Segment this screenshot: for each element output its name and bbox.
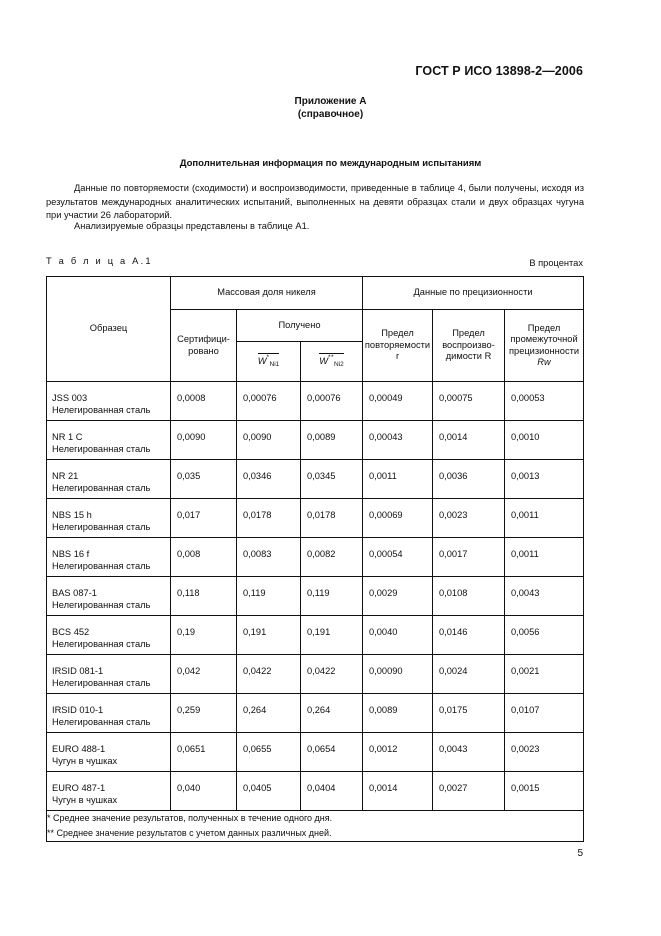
value-cell-r: 0,00043 — [363, 421, 433, 460]
value-cell-r: 0,0089 — [363, 694, 433, 733]
sample-cell — [47, 499, 171, 538]
value-cell-w1: 0,264 — [237, 694, 301, 733]
header-certified: Сертифици- ровано — [171, 310, 237, 382]
value-cell-w2: 0,191 — [301, 616, 363, 655]
value-cell-rw: 0,0010 — [505, 421, 584, 460]
value-cell-w1: 0,00076 — [237, 382, 301, 421]
value-cell-certified: 0,040 — [171, 772, 237, 811]
table-row — [47, 733, 584, 772]
value-cell-w2: 0,0089 — [301, 421, 363, 460]
value-cell-w2: 0,0654 — [301, 733, 363, 772]
value-cell-certified: 0,118 — [171, 577, 237, 616]
header-intermediate-precision: Предел промежуточной прецизионности Rw — [505, 310, 584, 382]
samples-table — [46, 276, 584, 842]
header-mass-fraction: Массовая доля никеля — [171, 277, 363, 310]
sample-code: EURO 487-1 — [52, 783, 106, 793]
value-cell-rw: 0,0011 — [505, 538, 584, 577]
value-cell-certified: 0,017 — [171, 499, 237, 538]
sample-cell — [47, 655, 171, 694]
appendix-subtitle: (справочное) — [297, 109, 364, 120]
value-cell-w1: 0,0422 — [237, 655, 301, 694]
value-cell-r: 0,0014 — [363, 772, 433, 811]
value-cell-r: 0,0146 — [433, 616, 505, 655]
sample-code: BAS 087-1 — [52, 588, 97, 598]
sample-type: Нелегированная сталь — [52, 483, 151, 493]
paragraph-samples: Анализируемые образцы представлены в таблице А1. — [74, 221, 310, 231]
value-cell-rw: 0,0015 — [505, 772, 584, 811]
value-cell-certified: 0,19 — [171, 616, 237, 655]
value-cell-w1: 0,0090 — [237, 421, 301, 460]
sample-type: Нелегированная сталь — [52, 561, 151, 571]
sample-cell — [47, 772, 171, 811]
sample-type: Чугун в чушках — [52, 756, 118, 766]
sample-type: Нелегированная сталь — [52, 522, 151, 532]
value-cell-w1: 0,0405 — [237, 772, 301, 811]
value-cell-r: 0,0027 — [433, 772, 505, 811]
value-cell-certified: 0,042 — [171, 655, 237, 694]
value-cell-w2: 0,0345 — [301, 460, 363, 499]
appendix-title: Приложение А — [294, 96, 367, 107]
value-cell-certified: 0,035 — [171, 460, 237, 499]
table-row — [47, 499, 584, 538]
sample-cell — [47, 694, 171, 733]
header-precision-data: Данные по прецизионности — [363, 277, 584, 310]
sample-code: NR 1 C — [52, 432, 83, 442]
page-number: 5 — [577, 848, 583, 859]
sample-type: Нелегированная сталь — [52, 639, 151, 649]
value-cell-r: 0,0040 — [363, 616, 433, 655]
value-cell-w2: 0,0082 — [301, 538, 363, 577]
value-cell-r: 0,0036 — [433, 460, 505, 499]
table-row — [47, 772, 584, 811]
sample-cell — [47, 421, 171, 460]
table-row — [47, 577, 584, 616]
value-cell-w2: 0,00076 — [301, 382, 363, 421]
table-row — [47, 460, 584, 499]
sample-cell — [47, 538, 171, 577]
value-cell-r: 0,0023 — [433, 499, 505, 538]
value-cell-r: 0,00049 — [363, 382, 433, 421]
table-row — [47, 655, 584, 694]
header-sample: Образец — [47, 277, 171, 382]
sample-type: Нелегированная сталь — [52, 717, 151, 727]
sample-type: Нелегированная сталь — [52, 678, 151, 688]
value-cell-r: 0,0024 — [433, 655, 505, 694]
document-code: ГОСТ Р ИСО 13898-2—2006 — [415, 64, 583, 78]
value-cell-w2: 0,0422 — [301, 655, 363, 694]
sample-type: Нелегированная сталь — [52, 444, 151, 454]
value-cell-rw: 0,0056 — [505, 616, 584, 655]
sample-code: NBS 15 h — [52, 510, 92, 520]
value-cell-r: 0,00054 — [363, 538, 433, 577]
value-cell-w1: 0,191 — [237, 616, 301, 655]
value-cell-w1: 0,0346 — [237, 460, 301, 499]
sample-cell — [47, 733, 171, 772]
header-repeatability: Предел повторяемости r — [363, 310, 433, 382]
value-cell-r: 0,0014 — [433, 421, 505, 460]
value-cell-r: 0,0108 — [433, 577, 505, 616]
value-cell-rw: 0,0021 — [505, 655, 584, 694]
sample-cell — [47, 382, 171, 421]
value-cell-rw: 0,0013 — [505, 460, 584, 499]
header-reproducibility: Предел воспроизво- димости R — [433, 310, 505, 382]
header-obtained: Получено — [237, 310, 363, 342]
note-single-day: * Среднее значение результатов, полученных в течение одного дня. — [47, 813, 333, 823]
value-cell-w2: 0,0404 — [301, 772, 363, 811]
value-cell-r: 0,0017 — [433, 538, 505, 577]
value-cell-r: 0,0029 — [363, 577, 433, 616]
value-cell-r: 0,0043 — [433, 733, 505, 772]
value-cell-r: 0,0175 — [433, 694, 505, 733]
value-cell-rw: 0,00053 — [505, 382, 584, 421]
table-notes — [47, 811, 584, 842]
value-cell-w1: 0,0655 — [237, 733, 301, 772]
value-cell-rw: 0,0023 — [505, 733, 584, 772]
sample-type: Чугун в чушках — [52, 795, 118, 805]
value-cell-rw: 0,0107 — [505, 694, 584, 733]
value-cell-certified: 0,259 — [171, 694, 237, 733]
section-title: Дополнительная информация по международным испытаниям — [179, 158, 482, 169]
table-body — [47, 382, 584, 811]
table-row — [47, 694, 584, 733]
sample-type: Нелегированная сталь — [52, 600, 151, 610]
table-row — [47, 616, 584, 655]
sample-cell — [47, 577, 171, 616]
sample-code: BCS 452 — [52, 627, 90, 637]
value-cell-w2: 0,119 — [301, 577, 363, 616]
value-cell-w1: 0,119 — [237, 577, 301, 616]
value-cell-w2: 0,0178 — [301, 499, 363, 538]
table-units: В процентах — [529, 258, 583, 268]
sample-code: NR 21 — [52, 471, 79, 481]
sample-cell — [47, 616, 171, 655]
value-cell-r: 0,00090 — [363, 655, 433, 694]
sample-type: Нелегированная сталь — [52, 405, 151, 415]
value-cell-w1: 0,0178 — [237, 499, 301, 538]
sample-code: IRSID 081-1 — [52, 666, 104, 676]
value-cell-rw: 0,0011 — [505, 499, 584, 538]
header-w-ni2: $W^{**}_{Ni2}$ — [301, 342, 363, 382]
sample-code: NBS 16 f — [52, 549, 90, 559]
note-different-days: ** Среднее значение результатов с учетом данных различных дней. — [47, 828, 332, 838]
value-cell-rw: 0,0043 — [505, 577, 584, 616]
value-cell-certified: 0,008 — [171, 538, 237, 577]
value-cell-w1: 0,0083 — [237, 538, 301, 577]
sample-code: IRSID 010-1 — [52, 705, 104, 715]
value-cell-certified: 0,0651 — [171, 733, 237, 772]
value-cell-r: 0,0012 — [363, 733, 433, 772]
value-cell-w2: 0,264 — [301, 694, 363, 733]
value-cell-r: 0,00075 — [433, 382, 505, 421]
sample-code: EURO 488-1 — [52, 744, 106, 754]
header-w-ni1: $W^*_{Ni1}$ — [237, 342, 301, 382]
table-row — [47, 382, 584, 421]
paragraph-intro: Данные по повторяемости (сходимости) и воспроизводимости, приведенные в таблице 4, были получены, исходя из результатов международных аналитических испытаний, выполненных на девяти образцах стали и двух образцах чугуна при участии 26 лабораторий. — [46, 183, 584, 220]
table-row — [47, 421, 584, 460]
sample-cell — [47, 460, 171, 499]
table-caption: Т а б л и ц а А.1 — [46, 256, 153, 266]
value-cell-r: 0,00069 — [363, 499, 433, 538]
value-cell-r: 0,0011 — [363, 460, 433, 499]
table-row — [47, 538, 584, 577]
value-cell-certified: 0,0008 — [171, 382, 237, 421]
sample-code: JSS 003 — [52, 393, 88, 403]
value-cell-certified: 0,0090 — [171, 421, 237, 460]
